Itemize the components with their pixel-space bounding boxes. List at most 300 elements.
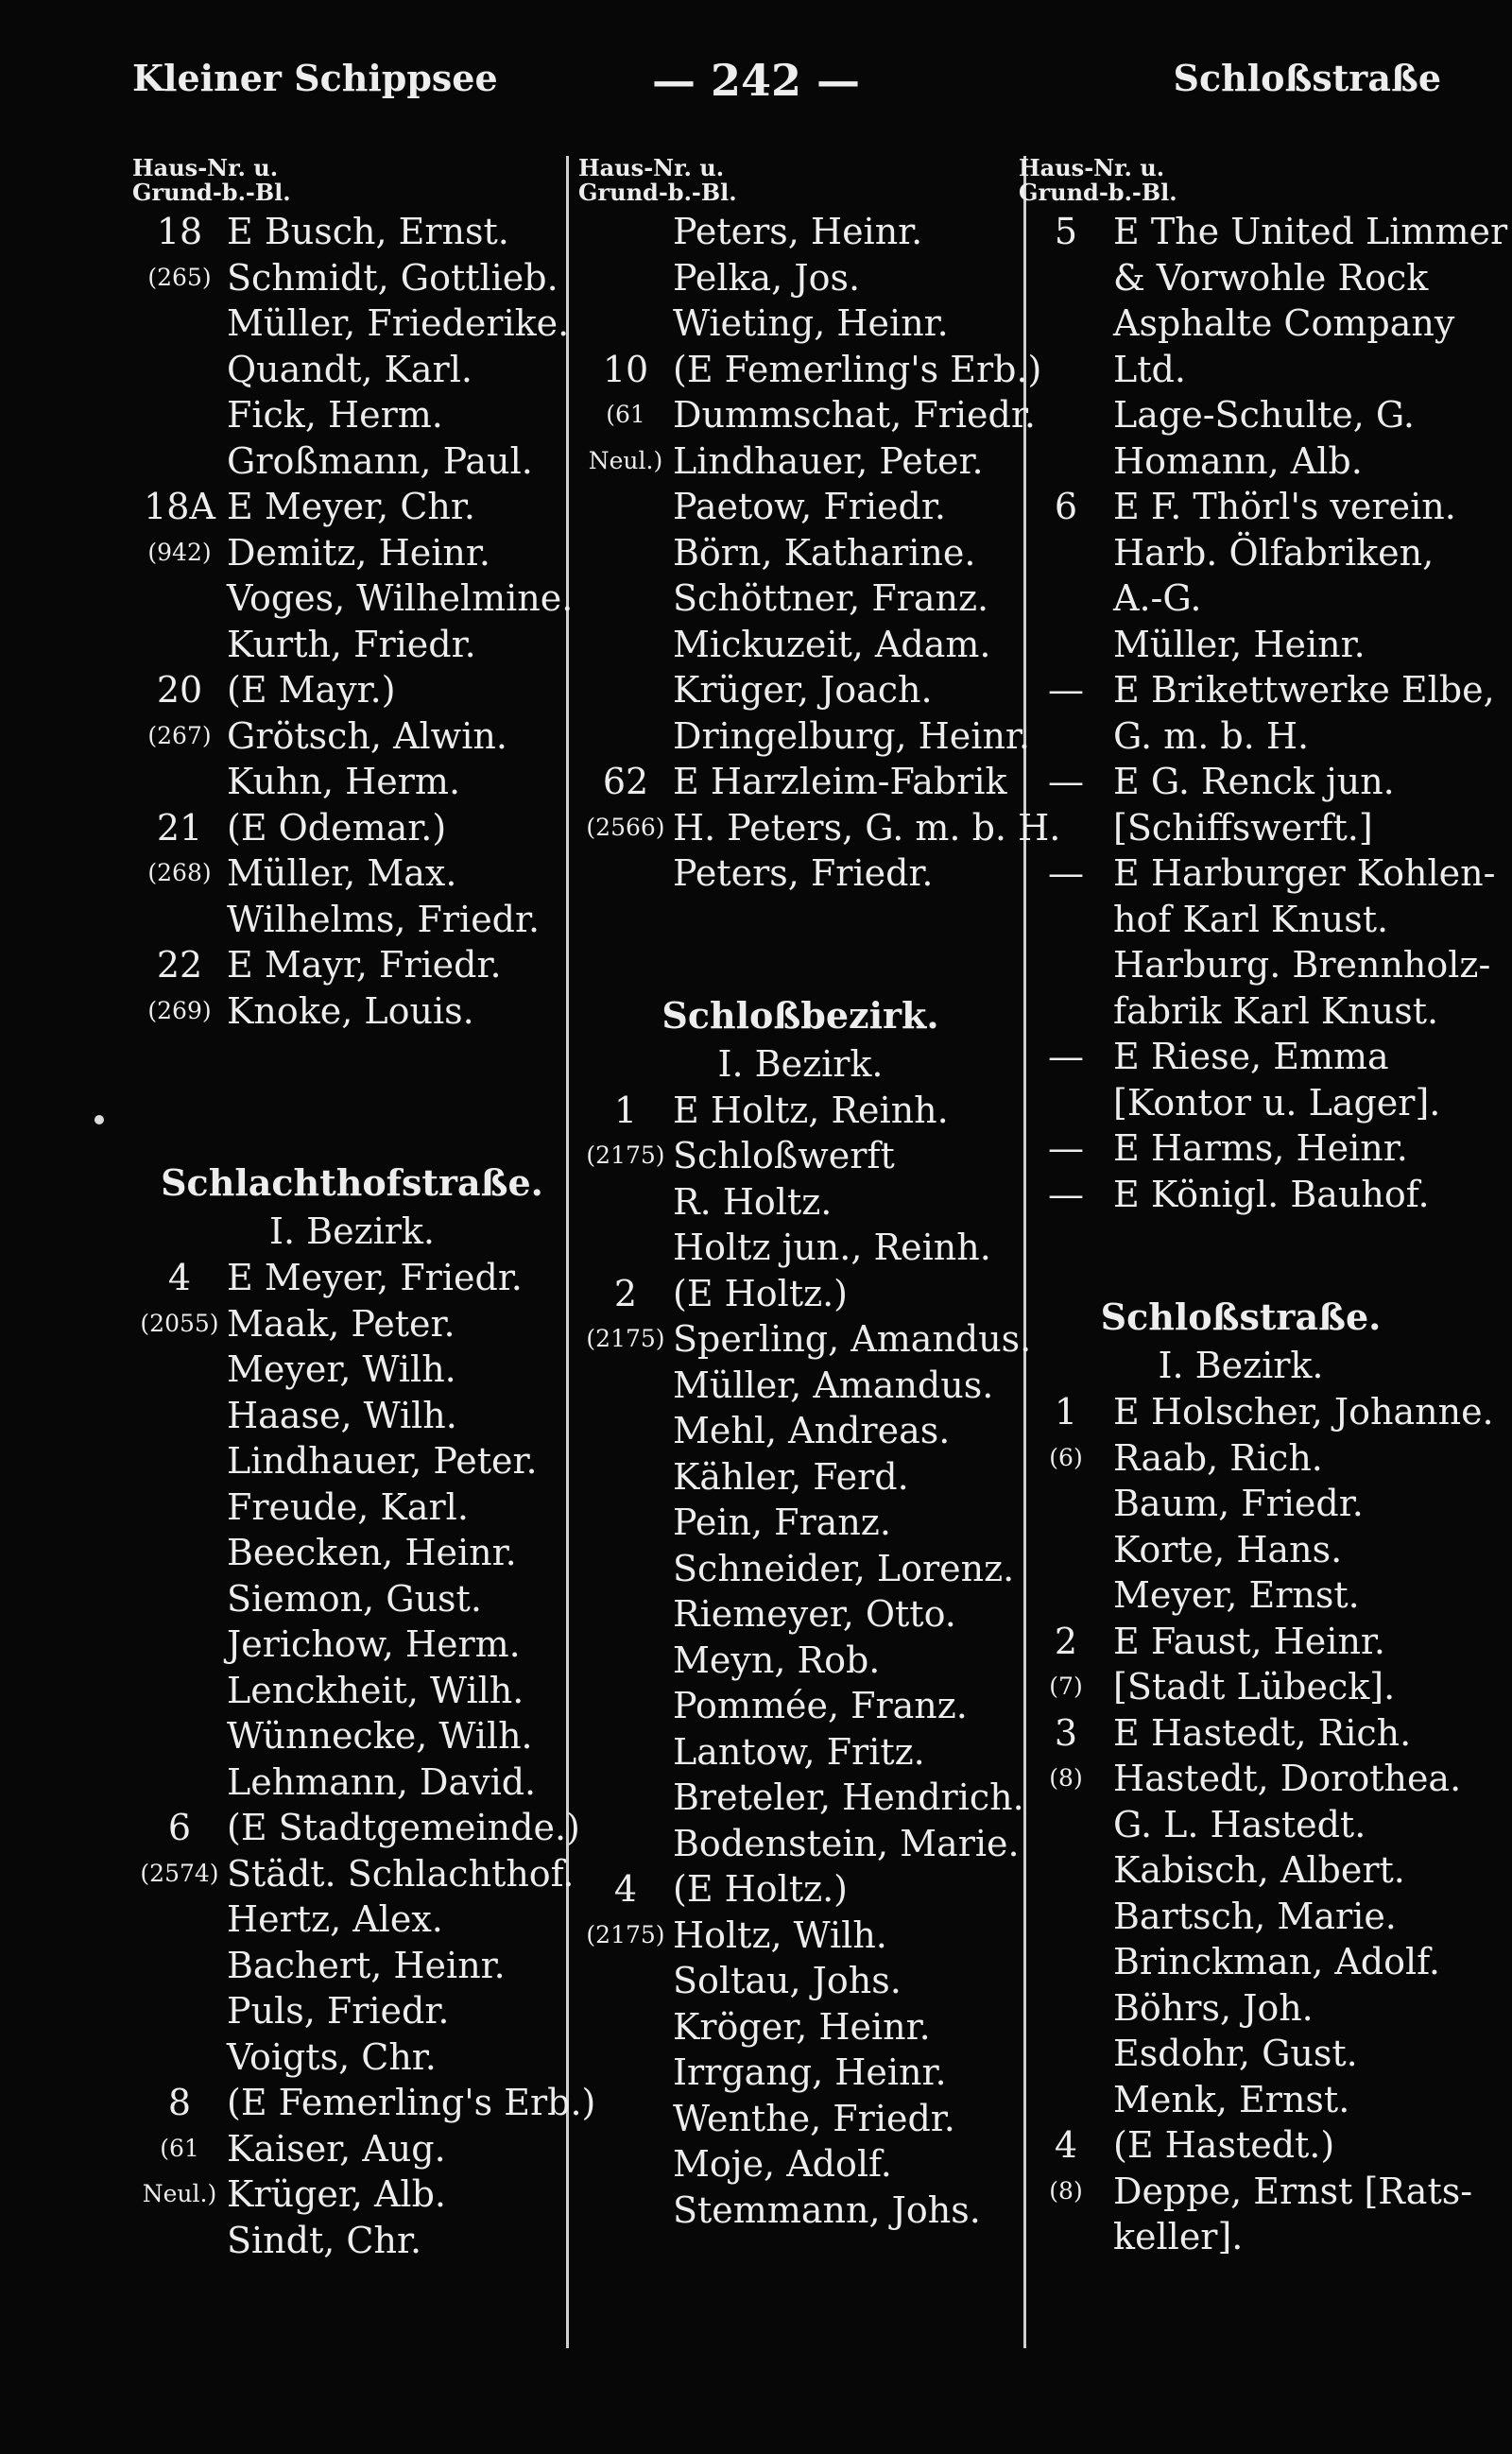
entry-row [1019, 2077, 1463, 2123]
resident-entry: Stemmann, Johs. [673, 2188, 981, 2231]
entry-row [578, 1088, 1022, 1134]
entry-row [132, 1805, 580, 1851]
resident-entry: Meyn, Rob. [673, 1639, 881, 1681]
page-number: — 242 — [651, 55, 861, 106]
resident-entry: Raab, Rich. [1113, 1436, 1323, 1479]
entry-row [1019, 1664, 1463, 1710]
resident-entry: Beecken, Heinr. [227, 1532, 517, 1573]
entry-row [578, 1866, 1022, 1913]
resident-entry: E Harburger Kohlen- [1113, 852, 1496, 894]
entry-row [578, 530, 1022, 576]
entry-row [132, 392, 572, 438]
entry-row [1019, 1435, 1463, 1482]
resident-entry: Städt. Schlachthof. [227, 1852, 575, 1895]
entry-row [578, 347, 1042, 393]
entry-row [132, 2126, 572, 2172]
entry-row [132, 713, 572, 760]
entry-row [578, 1316, 1032, 1363]
resident-entry: E F. Thörl's verein. [1113, 486, 1456, 527]
entry-row [132, 2080, 596, 2126]
entry-row [1019, 1894, 1463, 1940]
entry-row [132, 667, 572, 713]
resident-entry: Quandt, Karl. [227, 348, 472, 390]
house-number: — [1048, 669, 1084, 711]
resident-entry: (E Femerling's Erb.) [673, 348, 1042, 390]
resident-entry: Peters, Friedr. [673, 852, 934, 894]
entry-row [132, 255, 572, 301]
entry-row [132, 1347, 572, 1393]
resident-entry: [Kontor u. Lager]. [1113, 1081, 1441, 1124]
entry-row [132, 2218, 572, 2264]
running-head-right: Schloßstraße [1173, 57, 1441, 99]
entry-row [578, 1271, 1022, 1317]
resident-entry: Baum, Friedr. [1113, 1483, 1364, 1524]
entry-row [578, 1454, 1022, 1501]
entry-row [132, 347, 572, 393]
resident-entry: Pommée, Franz. [673, 1685, 968, 1726]
section-title: Schloßbezirk. [662, 993, 939, 1037]
entry-row [1019, 575, 1463, 622]
section-subtitle: I. Bezirk. [268, 1210, 436, 1252]
entry-row [132, 1759, 572, 1806]
resident-entry: Brinckman, Adolf. [1113, 1941, 1440, 1982]
resident-entry: Deppe, Ernst [Rats- [1113, 2170, 1473, 2212]
entry-row [1019, 1756, 1463, 1802]
resident-entry: Lehmann, David. [227, 1760, 537, 1803]
resident-entry: Soltau, Johs. [673, 1960, 902, 2001]
house-number: 4 [613, 1868, 638, 1910]
house-number: (61 [606, 401, 645, 428]
section-subtitle: I. Bezirk. [717, 1042, 884, 1085]
house-number: 3 [1054, 1711, 1078, 1754]
house-number: 4 [1054, 2124, 1078, 2166]
house-number: 4 [167, 1257, 192, 1298]
house-number: Neul.) [588, 446, 663, 474]
entry-row [132, 1576, 572, 1622]
resident-entry: (E Holtz.) [673, 1868, 849, 1910]
house-number: 5 [1054, 211, 1078, 252]
entry-row [132, 1896, 572, 1943]
resident-entry: Kröger, Heinr. [673, 2005, 931, 2048]
entry-row [1019, 1619, 1463, 1665]
house-number: Neul.) [142, 2180, 217, 2207]
resident-entry: E G. Renck jun. [1113, 761, 1395, 802]
resident-entry: E Mayr, Friedr. [227, 944, 502, 986]
entry-row [132, 1943, 572, 1989]
resident-entry: E Königl. Bauhof. [1113, 1173, 1430, 1215]
house-number: 2 [1054, 1620, 1078, 1662]
entry-row [132, 897, 572, 943]
entry-row [578, 1958, 1022, 2004]
resident-entry: Krüger, Alb. [227, 2173, 446, 2215]
column-1 [132, 154, 596, 2263]
entry-row [1019, 622, 1463, 668]
resident-entry: Ltd. [1113, 348, 1186, 390]
entry-row [132, 1438, 572, 1484]
entry-row [132, 622, 572, 668]
entry-row [132, 759, 572, 805]
entry-row [132, 1988, 572, 2034]
resident-entry: Homann, Alb. [1113, 439, 1363, 482]
house-number: — [1048, 1173, 1084, 1215]
entry-row [1019, 300, 1463, 347]
entry-row [1019, 1847, 1463, 1894]
house-number: 10 [602, 348, 649, 390]
house-number: 6 [1054, 486, 1078, 527]
entry-row [1019, 2122, 1463, 2169]
resident-entry: (E Femerling's Erb.) [227, 2082, 596, 2123]
resident-entry: A.-G. [1113, 577, 1202, 619]
resident-entry: E Harms, Heinr. [1113, 1127, 1408, 1169]
entry-row [1019, 484, 1463, 530]
resident-entry: Kähler, Ferd. [673, 1455, 909, 1498]
resident-entry: Wieting, Heinr. [673, 302, 949, 344]
house-number: (268) [147, 859, 212, 886]
entry-row [578, 2004, 1022, 2051]
resident-entry: Fick, Herm. [227, 394, 443, 436]
entry-row [132, 300, 572, 347]
resident-entry: Puls, Friedr. [227, 1990, 450, 2032]
entry-row [1019, 1080, 1463, 1126]
entry-row [1019, 667, 1495, 713]
house-number: (2574) [140, 1859, 219, 1887]
entry-row [1019, 347, 1463, 393]
entry-row [132, 1713, 572, 1759]
resident-entry: Pelka, Jos. [673, 256, 861, 299]
resident-entry: E Hastedt, Rich. [1113, 1711, 1412, 1754]
entry-row [578, 1500, 1022, 1546]
resident-entry: Bodenstein, Marie. [673, 1822, 1020, 1864]
resident-entry: Menk, Ernst. [1113, 2078, 1350, 2120]
resident-entry: Meyer, Wilh. [227, 1348, 456, 1390]
house-number: 22 [156, 944, 203, 986]
resident-entry: Esdohr, Gust. [1113, 2033, 1358, 2074]
resident-entry: fabrik Karl Knust. [1113, 989, 1439, 1032]
resident-entry: R. Holtz. [673, 1180, 833, 1223]
resident-entry: Moje, Adolf. [673, 2143, 892, 2185]
house-number: 8 [167, 2082, 192, 2123]
entry-row [578, 575, 1022, 622]
resident-entry: Asphalte Company [1113, 302, 1455, 344]
resident-entry: Krüger, Joach. [673, 669, 933, 711]
resident-entry: Lindhauer, Peter. [673, 439, 984, 482]
entry-row [578, 438, 1022, 485]
resident-entry: (E Holtz.) [673, 1272, 849, 1314]
house-number: 1 [613, 1089, 638, 1131]
entry-row [132, 2171, 572, 2218]
resident-entry: Lage-Schulte, G. [1113, 394, 1415, 436]
entry-row [578, 2188, 1022, 2234]
entry-row [132, 1622, 572, 1668]
entry-row [132, 805, 572, 851]
entry-row [1019, 1527, 1463, 1573]
resident-entry: Börn, Katharine. [673, 531, 976, 574]
resident-entry: Wilhelms, Friedr. [227, 898, 541, 940]
resident-entry: E Faust, Heinr. [1113, 1620, 1385, 1662]
entry-row [578, 1133, 1022, 1179]
resident-entry: hof Karl Knust. [1113, 898, 1389, 940]
resident-entry: Müller, Amandus. [673, 1364, 994, 1406]
resident-entry: (E Mayr.) [227, 669, 396, 711]
resident-entry: Lantow, Fritz. [673, 1730, 925, 1773]
entry-row [1019, 1481, 1463, 1527]
resident-entry: Breteler, Hendrich. [673, 1776, 1024, 1818]
resident-entry: Grötsch, Alwin. [227, 714, 507, 757]
resident-entry: Kurth, Friedr. [227, 623, 476, 665]
resident-entry: Hastedt, Dorothea. [1113, 1758, 1462, 1799]
entry-row [1019, 713, 1463, 760]
resident-entry: E Meyer, Chr. [227, 486, 475, 527]
house-number: (2566) [586, 813, 665, 841]
entry-row [1019, 897, 1463, 943]
entry-row [578, 1775, 1022, 1821]
house-number: (265) [147, 263, 212, 291]
resident-entry: [Schiffswerft.] [1113, 806, 1373, 849]
entry-row [1019, 805, 1463, 851]
house-number: (942) [147, 538, 212, 566]
running-head-left: Kleiner Schippsee [132, 57, 498, 99]
entry-row [132, 530, 572, 576]
resident-entry: Dringelburg, Heinr. [673, 714, 1030, 757]
entry-row [1019, 438, 1463, 485]
resident-entry: Pein, Franz. [673, 1502, 891, 1543]
house-number: (2175) [586, 1920, 665, 1948]
entry-row [132, 2034, 572, 2081]
resident-entry: Demitz, Heinr. [227, 531, 490, 574]
resident-entry: keller]. [1113, 2216, 1244, 2257]
resident-entry: Harburg. Brennholz- [1113, 944, 1491, 986]
resident-entry: Freude, Karl. [227, 1485, 469, 1528]
house-number: (6) [1049, 1443, 1083, 1471]
house-number: (8) [1049, 1764, 1083, 1792]
house-number: (269) [147, 996, 212, 1024]
resident-entry: Wünnecke, Wilh. [227, 1715, 533, 1757]
entry-row [1019, 1572, 1463, 1619]
entry-row [132, 438, 572, 485]
entry-row [578, 392, 1036, 438]
resident-entry: Mehl, Andreas. [673, 1410, 951, 1451]
entry-row [1019, 1034, 1463, 1080]
entry-row [578, 1408, 1022, 1454]
resident-entry: Voges, Wilhelmine. [227, 577, 574, 619]
resident-entry: Müller, Heinr. [1113, 623, 1366, 665]
resident-entry: Dummschat, Friedr. [673, 394, 1036, 436]
resident-entry: Haase, Wilh. [227, 1394, 457, 1436]
resident-entry: (E Stadtgemeinde.) [227, 1807, 580, 1848]
entry-row [1019, 530, 1463, 576]
entry-row [1019, 1939, 1463, 1985]
entry-row [578, 300, 1022, 347]
column-3 [1019, 154, 1508, 2260]
house-number: — [1048, 852, 1084, 894]
entry-row [1019, 1985, 1463, 2032]
column-header: Haus-Nr. u. Grund-b.-Bl. [578, 154, 737, 206]
ink-speck [94, 1115, 104, 1124]
entry-row [578, 2050, 1022, 2096]
resident-entry: (E Odemar.) [227, 806, 447, 849]
entry-row [578, 1546, 1022, 1592]
resident-entry: Hertz, Alex. [227, 1898, 443, 1940]
resident-entry: Sindt, Chr. [227, 2219, 422, 2261]
resident-entry: Müller, Friederike. [227, 302, 570, 344]
entry-row [132, 209, 572, 255]
resident-entry: Jerichow, Herm. [227, 1623, 521, 1665]
entry-row [1019, 1125, 1463, 1172]
entry-row [1019, 1710, 1463, 1757]
entry-row [132, 484, 572, 530]
resident-entry: Harb. Ölfabriken, [1113, 531, 1435, 574]
column-header: Haus-Nr. u. Grund-b.-Bl. [1019, 154, 1177, 206]
entry-row [578, 667, 1022, 713]
resident-entry: Kabisch, Albert. [1113, 1849, 1405, 1891]
entry-row [578, 850, 1022, 897]
entry-row [1019, 255, 1463, 301]
entry-row [578, 484, 1022, 530]
resident-entry: Lindhauer, Peter. [227, 1440, 538, 1482]
entry-row [578, 255, 1022, 301]
resident-entry: Schloßwerft [673, 1135, 895, 1176]
house-number: 1 [1054, 1391, 1078, 1433]
column-header: Haus-Nr. u. Grund-b.-Bl. [132, 154, 291, 206]
entry-row [1019, 1389, 1494, 1435]
house-number: (7) [1049, 1673, 1083, 1700]
house-number: 18A [144, 486, 215, 527]
resident-entry: Kaiser, Aug. [227, 2127, 446, 2170]
entry-row [132, 1484, 572, 1531]
entry-row [1019, 2031, 1463, 2077]
entry-row [132, 942, 572, 988]
resident-entry: Lenckheit, Wilh. [227, 1669, 524, 1711]
resident-entry: G. L. Hastedt. [1113, 1803, 1366, 1845]
resident-entry: Siemon, Gust. [227, 1577, 482, 1620]
entry-row [578, 2141, 1022, 2188]
house-number: 20 [156, 669, 203, 711]
entry-row [132, 1668, 572, 1714]
entry-row [578, 1179, 1022, 1226]
entry-row [578, 1591, 1022, 1638]
section-subtitle: I. Bezirk. [1158, 1345, 1324, 1386]
entry-row [578, 759, 1022, 805]
entry-row [132, 1393, 572, 1439]
resident-entry: Böhrs, Joh. [1113, 1986, 1314, 2029]
entry-row [1019, 209, 1508, 255]
house-number: — [1048, 761, 1084, 802]
resident-entry: Kuhn, Herm. [227, 761, 461, 802]
entry-row [578, 209, 1022, 255]
entry-row [578, 2096, 1022, 2142]
resident-entry: Irrgang, Heinr. [673, 2051, 947, 2093]
entry-row [578, 1729, 1022, 1776]
resident-entry: Schneider, Lorenz. [673, 1547, 1015, 1589]
house-number: (2175) [586, 1325, 665, 1352]
resident-entry: Maak, Peter. [227, 1302, 455, 1345]
resident-entry: & Vorwohle Rock [1113, 256, 1429, 299]
entry-row [132, 1301, 572, 1347]
section-title: Schloßstraße. [1100, 1296, 1382, 1338]
entry-row [132, 1255, 572, 1301]
entry-row [1019, 2169, 1473, 2215]
resident-entry: Riemeyer, Otto. [673, 1593, 956, 1635]
entry-row [1019, 1172, 1463, 1218]
entry-row [1019, 759, 1463, 805]
entry-row [1019, 392, 1463, 438]
entry-row [578, 1821, 1022, 1867]
resident-entry: E The United Limmer [1113, 211, 1508, 252]
resident-entry: Bachert, Heinr. [227, 1944, 506, 1986]
entry-row [578, 1363, 1022, 1409]
resident-entry: E Riese, Emma [1113, 1036, 1389, 1077]
section-title: Schlachthofstraße. [161, 1161, 543, 1204]
house-number: (2055) [140, 1309, 219, 1337]
entry-row [1019, 942, 1491, 988]
entry-row [132, 1851, 575, 1897]
entry-row [578, 622, 1022, 668]
resident-entry: Meyer, Ernst. [1113, 1574, 1360, 1616]
resident-entry: [Stadt Lübeck]. [1113, 1666, 1396, 1708]
entry-row [132, 1530, 572, 1576]
entry-row [578, 1225, 1022, 1271]
resident-entry: Schöttner, Franz. [673, 577, 989, 619]
resident-entry: Großmann, Paul. [227, 439, 533, 482]
resident-entry: Korte, Hans. [1113, 1528, 1343, 1570]
entry-row [132, 575, 572, 622]
resident-entry: Sperling, Amandus. [673, 1318, 1032, 1360]
resident-entry: E Holscher, Johanne. [1113, 1391, 1494, 1433]
house-number: 21 [156, 806, 203, 849]
resident-entry: E Busch, Ernst. [227, 211, 509, 252]
entry-row [1019, 2214, 1463, 2260]
entry-row [132, 988, 572, 1035]
column-2 [578, 154, 1061, 2233]
house-number: (8) [1049, 2176, 1083, 2205]
resident-entry: G. m. b. H. [1113, 714, 1310, 757]
resident-entry: Mickuzeit, Adam. [673, 623, 991, 665]
resident-entry: Holtz jun., Reinh. [673, 1227, 991, 1268]
resident-entry: H. Peters, G. m. b. H. [673, 806, 1061, 849]
resident-entry: E Harzleim-Fabrik [673, 761, 1007, 802]
resident-entry: Bartsch, Marie. [1113, 1895, 1397, 1937]
resident-entry: E Holtz, Reinh. [673, 1089, 949, 1131]
house-number: (2175) [586, 1141, 665, 1169]
entry-row [578, 1638, 1022, 1684]
resident-entry: (E Hastedt.) [1113, 2124, 1335, 2166]
resident-entry: Wenthe, Friedr. [673, 2097, 955, 2139]
resident-entry: E Brikettwerke Elbe, [1113, 669, 1495, 711]
house-number: — [1048, 1036, 1084, 1077]
resident-entry: Peters, Heinr. [673, 211, 923, 252]
resident-entry: Knoke, Louis. [227, 989, 474, 1032]
entry-row [1019, 1802, 1463, 1848]
house-number: 6 [167, 1807, 192, 1848]
entry-row [578, 1913, 1022, 1959]
house-number: 2 [613, 1272, 638, 1314]
house-number: — [1048, 1127, 1084, 1169]
entry-row [578, 713, 1030, 760]
resident-entry: Schmidt, Gottlieb. [227, 256, 558, 299]
entry-row [1019, 988, 1463, 1035]
house-number: (61 [160, 2134, 199, 2162]
resident-entry: E Meyer, Friedr. [227, 1257, 523, 1298]
resident-entry: Paetow, Friedr. [673, 486, 946, 527]
house-number: (267) [147, 721, 212, 749]
resident-entry: Voigts, Chr. [227, 2035, 437, 2078]
entry-row [578, 1683, 1022, 1729]
entry-row [1019, 850, 1496, 897]
resident-entry: Müller, Max. [227, 852, 457, 894]
entry-row [132, 850, 572, 897]
house-number: 18 [156, 211, 203, 252]
entry-row [578, 805, 1061, 851]
